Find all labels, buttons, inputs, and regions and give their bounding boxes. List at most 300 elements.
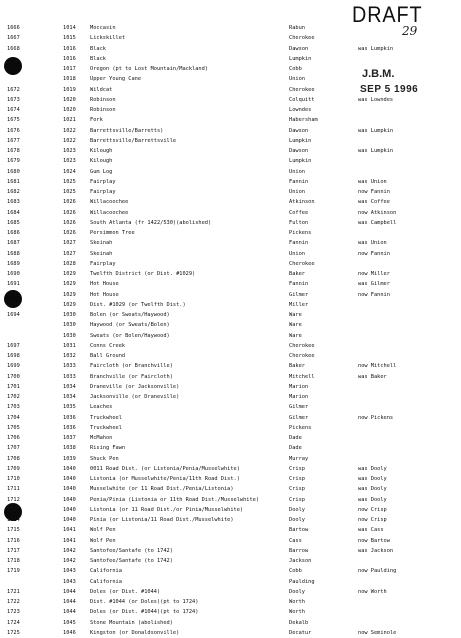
row-county: Cherokee xyxy=(289,86,315,93)
row-name: Robinson xyxy=(90,107,116,113)
row-name: Fairplay xyxy=(90,260,116,267)
row-name: Twelfth District (or Dist. #1029) xyxy=(90,271,196,277)
row-name: Kilough xyxy=(90,158,113,165)
row-name: Black xyxy=(90,55,106,62)
row-note: now Atkinson xyxy=(358,209,397,216)
row-county: Lumpkin xyxy=(289,55,312,62)
row-note: now Pickens xyxy=(358,414,394,421)
list-item xyxy=(0,423,461,433)
row-id: 1032 xyxy=(63,353,76,359)
list-item xyxy=(0,474,461,484)
row-id: 1025 xyxy=(63,178,76,185)
row-id: 1015 xyxy=(63,35,76,42)
row-name: Sweats (or Bolen/Haywood) xyxy=(90,332,170,339)
row-id: 1027 xyxy=(63,250,76,257)
row-note: was Jackson xyxy=(358,547,394,554)
row-name: Draneville (or Jacksonville) xyxy=(90,383,180,390)
row-id: 1025 xyxy=(63,189,76,195)
row-seq: 1692 xyxy=(7,291,20,298)
row-county: Cherokee xyxy=(289,353,315,359)
row-county: Crisp xyxy=(289,476,305,482)
row-id: 1040 xyxy=(63,486,76,493)
row-note: was Lowndes xyxy=(358,96,394,103)
row-name: Moccasin xyxy=(90,25,116,31)
district-list xyxy=(0,23,461,638)
row-county: Crisp xyxy=(289,486,305,493)
row-county: Coffee xyxy=(289,209,309,216)
row-id: 1041 xyxy=(63,527,76,534)
row-seq: 1674 xyxy=(7,107,20,113)
row-name: Shuck Pen xyxy=(90,455,119,462)
list-item xyxy=(0,167,461,177)
row-name: Conns Creek xyxy=(90,342,126,349)
row-county: Union xyxy=(289,189,305,195)
row-seq: 1667 xyxy=(7,35,20,42)
row-note: now Miller xyxy=(358,271,390,277)
row-county: Fannin xyxy=(289,240,309,247)
row-id: 1040 xyxy=(63,506,76,513)
row-seq: 1688 xyxy=(7,250,20,257)
list-item xyxy=(0,505,461,515)
list-item xyxy=(0,290,461,300)
row-seq: 1705 xyxy=(7,424,20,431)
row-county: Paulding xyxy=(289,578,315,585)
list-item xyxy=(0,44,461,54)
row-name: California xyxy=(90,568,122,575)
row-seq: 1721 xyxy=(7,588,20,595)
row-seq: 1689 xyxy=(7,260,20,267)
row-id: 1029 xyxy=(63,281,76,288)
row-id: 1035 xyxy=(63,404,76,411)
row-name: Wolf Pen xyxy=(90,537,116,544)
row-county: Dawson xyxy=(289,127,309,134)
list-item xyxy=(0,577,461,587)
row-seq: 1693 xyxy=(7,301,20,308)
row-id: 1042 xyxy=(63,558,76,564)
row-county: Dooly xyxy=(289,588,305,595)
row-seq: 1701 xyxy=(7,383,20,390)
row-name: Upper Young Cane xyxy=(90,76,142,83)
list-item xyxy=(0,628,461,638)
list-item xyxy=(0,331,461,341)
row-id: 1026 xyxy=(63,230,76,236)
row-name: Santofee/Santafe (to 1742) xyxy=(90,547,173,554)
list-item xyxy=(0,536,461,546)
row-note: now Fannin xyxy=(358,250,390,257)
list-item xyxy=(0,392,461,402)
row-seq: 1718 xyxy=(7,558,20,564)
row-note: now Mitchell xyxy=(358,363,397,370)
row-seq: 1708 xyxy=(7,455,20,462)
row-county: Baker xyxy=(289,363,305,370)
list-item xyxy=(0,23,461,33)
row-name: Bolen (or Sweats/Haywood) xyxy=(90,312,170,318)
list-item xyxy=(0,607,461,617)
row-id: 1036 xyxy=(63,414,76,421)
list-item xyxy=(0,156,461,166)
row-seq: 1707 xyxy=(7,445,20,452)
list-item xyxy=(0,197,461,207)
row-seq: 1719 xyxy=(7,568,20,575)
row-name: Dist. #1044 (or Doles)(pt to 1724) xyxy=(90,599,199,605)
row-note: was Union xyxy=(358,178,387,185)
row-name: Pinia (or Listonia/11 Road Dist./Musselwhite) xyxy=(90,517,234,523)
list-item xyxy=(0,208,461,218)
row-id: 1044 xyxy=(63,599,76,605)
row-name: Willacoochee xyxy=(90,199,129,206)
row-name: Faircloth (or Branchville) xyxy=(90,363,173,370)
row-seq: 1697 xyxy=(7,342,20,349)
row-seq: 1717 xyxy=(7,547,20,554)
row-id: 1044 xyxy=(63,609,76,616)
row-seq: 1725 xyxy=(7,629,20,636)
row-county: Dooly xyxy=(289,517,305,523)
row-name: Kingston (or Donaldsonville) xyxy=(90,629,180,636)
row-name: Ball Ground xyxy=(90,353,126,359)
row-county: Cherokee xyxy=(289,260,315,267)
row-note: now Crisp xyxy=(358,517,387,523)
row-county: Cass xyxy=(289,537,302,544)
row-name: Truckwheel xyxy=(90,424,122,431)
row-id: 1040 xyxy=(63,517,76,523)
list-item xyxy=(0,249,461,259)
row-seq: 1714 xyxy=(7,517,20,523)
row-id: 1024 xyxy=(63,168,76,175)
row-name: Persimmon Tree xyxy=(90,230,135,236)
row-note: was Dooly xyxy=(358,496,387,503)
row-name: Black xyxy=(90,45,106,52)
list-item xyxy=(0,443,461,453)
row-name: Listonia (or 11 Road Dist./or Pinia/Musselwhite) xyxy=(90,506,244,513)
row-seq: 1691 xyxy=(7,281,20,288)
list-item xyxy=(0,382,461,392)
row-id: 1026 xyxy=(63,219,76,226)
list-item xyxy=(0,177,461,187)
row-name: Doles (or Dist. #1044) xyxy=(90,588,161,595)
row-id: 1018 xyxy=(63,76,76,83)
row-id: 1040 xyxy=(63,496,76,503)
list-item xyxy=(0,515,461,525)
row-county: Union xyxy=(289,168,305,175)
row-id: 1036 xyxy=(63,424,76,431)
row-id: 1034 xyxy=(63,383,76,390)
row-county: Miller xyxy=(289,301,309,308)
row-county: Baker xyxy=(289,271,305,277)
row-id: 1043 xyxy=(63,568,76,575)
row-id: 1020 xyxy=(63,107,76,113)
row-name: Haywood (or Sweats/Bolen) xyxy=(90,322,170,329)
row-name: Skeinah xyxy=(90,240,113,247)
row-county: Cherokee xyxy=(289,342,315,349)
list-item xyxy=(0,556,461,566)
row-seq: 1679 xyxy=(7,158,20,165)
row-id: 1019 xyxy=(63,86,76,93)
row-county: Cherokee xyxy=(289,35,315,42)
row-id: 1026 xyxy=(63,199,76,206)
row-seq: 1666 xyxy=(7,25,20,31)
row-note: now Paulding xyxy=(358,568,397,575)
list-item xyxy=(0,105,461,115)
row-name: Fork xyxy=(90,117,103,124)
row-county: Gilmer xyxy=(289,291,309,298)
row-note: was Cass xyxy=(358,527,384,534)
list-item xyxy=(0,320,461,330)
row-id: 1023 xyxy=(63,148,76,154)
row-seq: 1711 xyxy=(7,486,20,493)
row-seq: 1699 xyxy=(7,363,20,370)
list-item xyxy=(0,454,461,464)
row-id: 1040 xyxy=(63,465,76,472)
row-seq: 1676 xyxy=(7,127,20,134)
row-county: Bartow xyxy=(289,527,309,534)
row-seq: 1673 xyxy=(7,96,20,103)
row-id: 1034 xyxy=(63,394,76,400)
row-county: Dade xyxy=(289,435,302,441)
row-seq: 1703 xyxy=(7,404,20,411)
row-county: Dekalb xyxy=(289,619,309,626)
row-id: 1037 xyxy=(63,435,76,441)
row-note: now Bartow xyxy=(358,537,390,544)
row-note: was Gilmer xyxy=(358,281,390,288)
row-county: Marion xyxy=(289,383,309,390)
row-seq: 1683 xyxy=(7,199,20,206)
row-id: 1022 xyxy=(63,137,76,144)
row-name: Oregon (pt to Lost Mountain/Mackland) xyxy=(90,66,208,72)
row-name: Jacksonville (or Draneville) xyxy=(90,394,180,400)
row-county: Cobb xyxy=(289,568,302,575)
row-note: was Campbell xyxy=(358,219,397,226)
list-item xyxy=(0,74,461,84)
row-id: 1031 xyxy=(63,342,76,349)
row-note: was Dooly xyxy=(358,465,387,472)
row-id: 1030 xyxy=(63,322,76,329)
row-county: Dawson xyxy=(289,45,309,52)
row-name: Willacoochee xyxy=(90,209,129,216)
list-item xyxy=(0,187,461,197)
row-note: now Crisp xyxy=(358,506,387,513)
handwritten-page-number: 29 xyxy=(402,24,418,38)
row-note: was Lumpkin xyxy=(358,127,394,134)
list-item xyxy=(0,433,461,443)
row-name: Stone Mountain (abolished) xyxy=(90,619,173,626)
list-item xyxy=(0,238,461,248)
draft-stamp: DRAFT xyxy=(352,2,423,27)
row-county: Habersham xyxy=(289,117,318,124)
row-name: Musselwhite (or 11 Road Dist./Penia/Listonia) xyxy=(90,486,234,493)
row-name: South Atlanta (fr 1422/530)(abolished) xyxy=(90,219,212,226)
row-county: Lowndes xyxy=(289,107,312,113)
row-name: Hot House xyxy=(90,291,119,298)
row-id: 1033 xyxy=(63,373,76,380)
row-county: Atkinson xyxy=(289,199,315,206)
reviewer-initials: J.B.M. xyxy=(362,68,395,80)
list-item xyxy=(0,259,461,269)
row-county: Fannin xyxy=(289,281,309,288)
list-item xyxy=(0,218,461,228)
row-id: 1045 xyxy=(63,619,76,626)
row-id: 1027 xyxy=(63,240,76,247)
row-name: Hot House xyxy=(90,281,119,288)
row-id: 1016 xyxy=(63,45,76,52)
row-seq: 1724 xyxy=(7,619,20,626)
row-seq: 1704 xyxy=(7,414,20,421)
row-id: 1016 xyxy=(63,55,76,62)
row-seq: 1677 xyxy=(7,137,20,144)
list-item xyxy=(0,351,461,361)
row-id: 1022 xyxy=(63,127,76,134)
row-id: 1039 xyxy=(63,455,76,462)
row-id: 1017 xyxy=(63,66,76,72)
row-note: was Union xyxy=(358,240,387,247)
row-name: Fairplay xyxy=(90,189,116,195)
row-seq: 1678 xyxy=(7,148,20,154)
row-id: 1029 xyxy=(63,301,76,308)
list-item xyxy=(0,361,461,371)
row-name: Wildcat xyxy=(90,86,113,93)
list-item xyxy=(0,310,461,320)
row-county: Worth xyxy=(289,599,305,605)
list-item xyxy=(0,372,461,382)
row-name: Truckwheel xyxy=(90,414,122,421)
row-id: 1046 xyxy=(63,629,76,636)
row-seq: 1722 xyxy=(7,599,20,605)
row-name: Santofee/Santafe (to 1742) xyxy=(90,558,173,564)
row-name: Lickskillet xyxy=(90,35,126,42)
row-county: Worth xyxy=(289,609,305,616)
list-item xyxy=(0,95,461,105)
row-name: Leaches xyxy=(90,404,113,411)
row-county: Lumpkin xyxy=(289,137,312,144)
row-county: Cobb xyxy=(289,66,302,72)
row-county: Dawson xyxy=(289,148,309,154)
row-county: Barrow xyxy=(289,547,309,554)
list-item xyxy=(0,618,461,628)
row-name: Gum Log xyxy=(90,168,113,175)
row-name: Wolf Pen xyxy=(90,527,116,534)
row-name: 0011 Road Dist. (or Listonia/Penia/Musselwhite) xyxy=(90,465,240,472)
list-item xyxy=(0,33,461,43)
row-seq: 1709 xyxy=(7,465,20,472)
row-seq: 1715 xyxy=(7,527,20,534)
row-id: 1030 xyxy=(63,332,76,339)
row-seq: 1723 xyxy=(7,609,20,616)
date-stamp: SEP 5 1996 xyxy=(360,84,419,95)
list-item xyxy=(0,525,461,535)
row-id: 1021 xyxy=(63,117,76,124)
list-item xyxy=(0,126,461,136)
row-name: Fairplay xyxy=(90,178,116,185)
row-name: Kilough xyxy=(90,148,113,154)
row-county: Dade xyxy=(289,445,302,452)
row-seq: 1698 xyxy=(7,353,20,359)
row-seq: 1672 xyxy=(7,86,20,93)
row-id: 1044 xyxy=(63,588,76,595)
row-seq: 1668 xyxy=(7,45,20,52)
row-id: 1029 xyxy=(63,271,76,277)
row-name: California xyxy=(90,578,122,585)
row-note: was Dooly xyxy=(358,486,387,493)
row-note: was Lumpkin xyxy=(358,45,394,52)
row-seq: 1685 xyxy=(7,219,20,226)
row-county: Lumpkin xyxy=(289,158,312,165)
row-id: 1030 xyxy=(63,312,76,318)
row-county: Ware xyxy=(289,322,302,329)
list-item xyxy=(0,300,461,310)
list-item xyxy=(0,484,461,494)
row-county: Dooly xyxy=(289,506,305,513)
row-county: Rabun xyxy=(289,25,305,31)
row-county: Fannin xyxy=(289,178,309,185)
row-county: Gilmer xyxy=(289,414,309,421)
row-seq: 1686 xyxy=(7,230,20,236)
list-item xyxy=(0,269,461,279)
row-note: was Dooly xyxy=(358,476,387,482)
row-county: Union xyxy=(289,76,305,83)
row-name: Rising Fawn xyxy=(90,445,126,452)
list-item xyxy=(0,546,461,556)
row-county: Crisp xyxy=(289,465,305,472)
list-item xyxy=(0,341,461,351)
row-id: 1029 xyxy=(63,291,76,298)
list-item xyxy=(0,54,461,64)
row-note: now Fannin xyxy=(358,189,390,195)
row-note: was Baker xyxy=(358,373,387,380)
row-id: 1043 xyxy=(63,578,76,585)
row-id: 1020 xyxy=(63,96,76,103)
row-id: 1028 xyxy=(63,260,76,267)
row-seq: 1675 xyxy=(7,117,20,124)
list-item xyxy=(0,146,461,156)
row-seq: 1710 xyxy=(7,476,20,482)
row-seq: 1681 xyxy=(7,178,20,185)
row-seq: 1682 xyxy=(7,189,20,195)
row-county: Mitchell xyxy=(289,373,315,380)
row-name: Barrettsville/Barrettsville xyxy=(90,137,177,144)
row-seq: 1690 xyxy=(7,271,20,277)
row-name: Barrettsville/Barretts) xyxy=(90,127,164,134)
row-note: now Seminole xyxy=(358,629,397,636)
list-item xyxy=(0,464,461,474)
row-note: was Coffee xyxy=(358,199,390,206)
row-county: Murray xyxy=(289,455,309,462)
row-id: 1026 xyxy=(63,209,76,216)
row-seq: 1694 xyxy=(7,312,20,318)
list-item xyxy=(0,495,461,505)
row-seq: 1700 xyxy=(7,373,20,380)
row-id: 1041 xyxy=(63,537,76,544)
row-name: Penia/Pinia (Listonia or 11th Road Dist./Musselwhite) xyxy=(90,496,260,503)
row-name: Branchville (or Faircloth) xyxy=(90,373,173,380)
row-seq: 1684 xyxy=(7,209,20,216)
row-note: was Lumpkin xyxy=(358,148,394,154)
row-id: 1014 xyxy=(63,25,76,31)
row-county: Gilmer xyxy=(289,404,309,411)
row-name: Dist. #1029 (or Twelfth Dist.) xyxy=(90,301,186,308)
row-county: Crisp xyxy=(289,496,305,503)
row-seq: 1702 xyxy=(7,394,20,400)
list-item xyxy=(0,136,461,146)
list-item xyxy=(0,566,461,576)
row-name: Listonia (or Musselwhite/Penia/11th Road Dist.) xyxy=(90,476,240,482)
row-county: Decatur xyxy=(289,629,312,636)
list-item xyxy=(0,64,461,74)
row-name: Robinson xyxy=(90,96,116,103)
row-note: now Worth xyxy=(358,588,387,595)
row-name: McMahon xyxy=(90,435,113,441)
row-county: Ware xyxy=(289,332,302,339)
row-id: 1038 xyxy=(63,445,76,452)
row-seq: 1713 xyxy=(7,506,20,513)
